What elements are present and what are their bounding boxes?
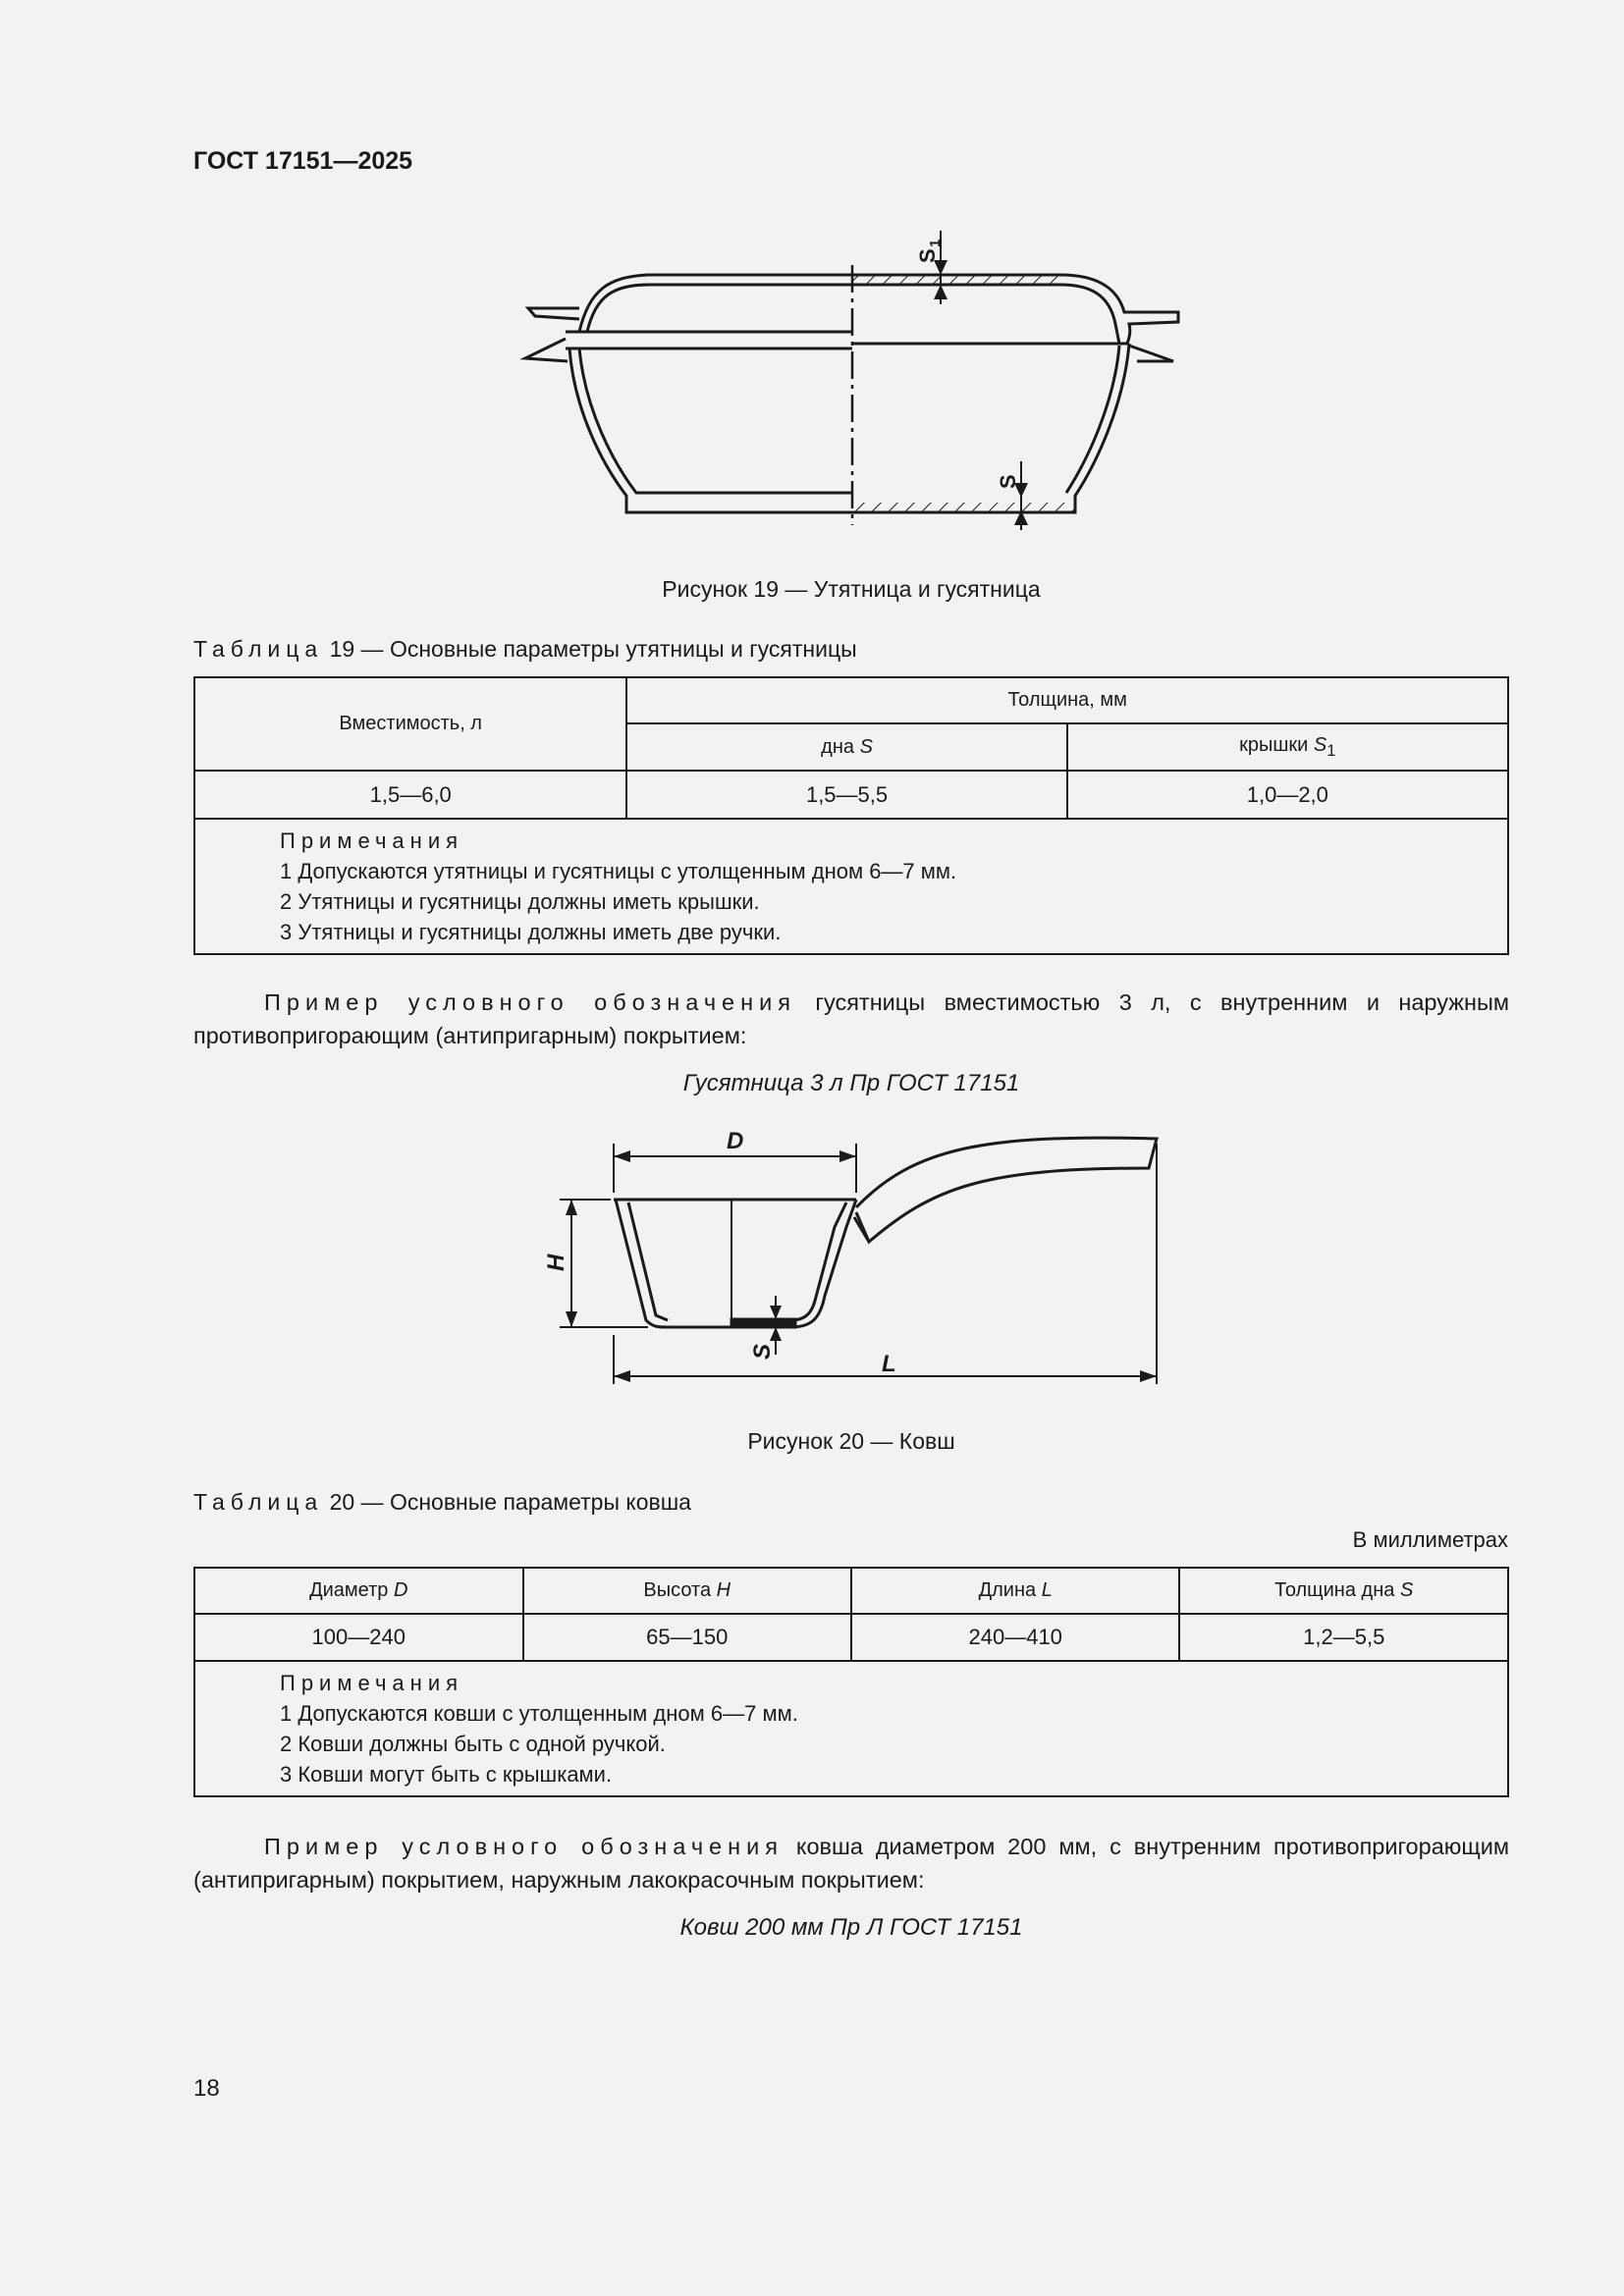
example-lead: Пример условного обозначения xyxy=(264,1834,784,1859)
cell-thickness: 1,2—5,5 xyxy=(1179,1614,1508,1661)
note-item: 2 Ковши должны быть с одной ручкой. xyxy=(280,1732,666,1756)
cell-height: 65—150 xyxy=(523,1614,851,1661)
label-d: D xyxy=(727,1128,744,1154)
note-item: 3 Утятницы и гусятницы должны иметь две ручки. xyxy=(280,920,782,944)
table-row xyxy=(194,1614,1508,1661)
example-text: гусятницы вместимостью 3 л, с внутренним и наружным противопригорающим (антипригарным) покрытием: xyxy=(193,989,1509,1048)
designation-1: Гусятница 3 л Пр ГОСТ 17151 xyxy=(682,1070,1020,1096)
notes-title: Примечания xyxy=(280,1671,464,1695)
header-lid: крышки $S_1$ xyxy=(1067,723,1508,771)
header-length: Длина L xyxy=(851,1568,1179,1614)
label-s: S xyxy=(996,474,1020,489)
designation-2: Ковш 200 мм Пр Л ГОСТ 17151 xyxy=(679,1914,1023,1941)
label-s1: S xyxy=(915,248,940,263)
notes-title: Примечания xyxy=(280,828,464,853)
label-h: H xyxy=(543,1254,569,1271)
label-s1-index: 1 xyxy=(927,239,944,247)
label-s: S xyxy=(749,1343,776,1360)
figure-19-caption: Рисунок 19 — Утятница и гусятница xyxy=(662,576,1041,602)
header-capacity: Вместимость, л xyxy=(194,677,626,771)
header-thickness: Толщина, мм xyxy=(626,677,1508,723)
table-word: Таблица xyxy=(193,636,324,662)
example-paragraph-2 xyxy=(193,1830,1509,1896)
units-label: В миллиметрах xyxy=(1352,1527,1508,1552)
page-number: 18 xyxy=(193,2075,220,2102)
cell-lid: 1,0—2,0 xyxy=(1067,771,1508,819)
example-lead: Пример условного обозначения xyxy=(264,989,796,1015)
header-bottom: дна S xyxy=(626,723,1066,771)
cell-length: 240—410 xyxy=(851,1614,1179,1661)
table-20-title-text: 20 — Основные параметры ковша xyxy=(323,1489,691,1515)
figure-20-caption: Рисунок 20 — Ковш xyxy=(747,1428,955,1454)
cell-diameter: 100—240 xyxy=(194,1614,523,1661)
label-l: L xyxy=(882,1351,896,1377)
header-diameter: Диаметр D xyxy=(194,1568,523,1614)
table-20-notes xyxy=(194,1661,1508,1796)
cell-bottom: 1,5—5,5 xyxy=(626,771,1066,819)
header-height: Высота H xyxy=(523,1568,851,1614)
note-item: 3 Ковши могут быть с крышками. xyxy=(280,1762,613,1787)
header-bottom-thickness: Толщина дна S xyxy=(1179,1568,1508,1614)
note-item: 1 Допускаются утятницы и гусятницы с утолщенным дном 6—7 мм. xyxy=(280,859,957,883)
cell-capacity: 1,5—6,0 xyxy=(194,771,626,819)
table-20 xyxy=(193,1567,1509,1797)
note-item: 2 Утятницы и гусятницы должны иметь крышки. xyxy=(280,889,760,914)
table-19-title-text: 19 — Основные параметры утятницы и гусятницы xyxy=(323,636,857,662)
table-20-title xyxy=(193,1489,691,1516)
document-header: ГОСТ 17151—2025 xyxy=(193,147,413,175)
example-text: ковша диаметром 200 мм, с внутренним противопригорающим (антипригарным) покрытием, наружным лакокрасочным покрытием: xyxy=(193,1834,1509,1893)
table-word: Таблица xyxy=(193,1489,324,1515)
note-item: 1 Допускаются ковши с утолщенным дном 6—7 мм. xyxy=(280,1701,798,1726)
